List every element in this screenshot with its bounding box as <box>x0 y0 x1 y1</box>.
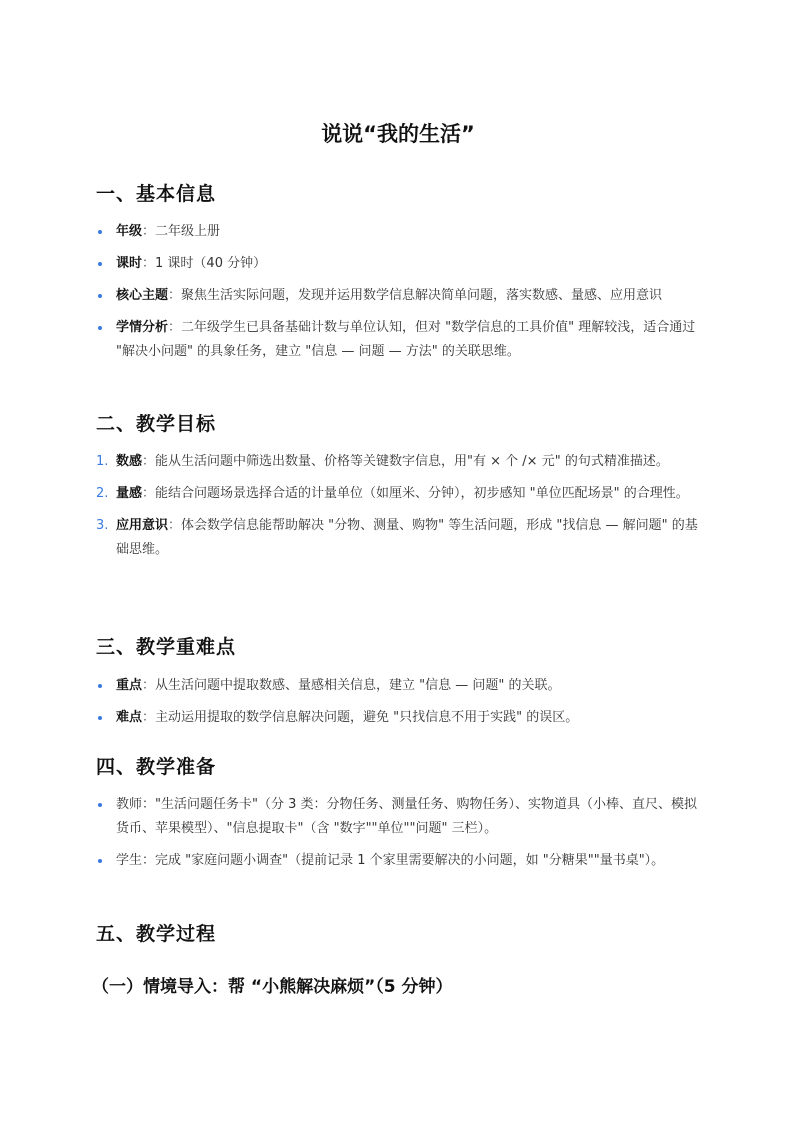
item-label: 应用意识 <box>116 518 169 533</box>
subsection-heading-intro: （一）情境导入：帮 “小熊解决麻烦”（5 分钟） <box>92 977 453 997</box>
basic-info-list <box>96 220 700 364</box>
item-label: 重点 <box>116 678 143 693</box>
section-heading-preparation: 四、教学准备 <box>96 756 217 778</box>
list-item: 难点：主动运用提取的数学信息解决问题，避免 "只找信息不用于实践" 的误区。 <box>96 706 700 730</box>
document-title: 说说“我的生活” <box>321 122 475 146</box>
list-item: 1. 数感：能从生活问题中筛选出数量、价格等关键数字信息，用"有 × 个 /× 元" 的句式精准描述。 <box>96 450 700 474</box>
list-item: 核心主题：聚焦生活实际问题，发现并运用数学信息解决简单问题，落实数感、量感、应用意识 <box>96 284 700 308</box>
list-item: 2. 量感：能结合问题场景选择合适的计量单位（如厘米、分钟），初步感知 "单位匹配场景" 的合理性。 <box>96 482 700 506</box>
section-heading-basic-info: 一、基本信息 <box>96 183 217 205</box>
item-text: 从生活问题中提取数感、量感相关信息，建立 "信息 — 问题" 的关联。 <box>155 678 561 693</box>
section-heading-process: 五、教学过程 <box>96 923 217 945</box>
bullet-icon <box>98 262 102 266</box>
bullet-icon <box>98 859 102 863</box>
item-label: 年级 <box>116 224 143 239</box>
bullet-icon <box>98 803 102 807</box>
item-number: 2. <box>96 486 109 501</box>
item-number: 1. <box>96 454 109 469</box>
item-label: 学情分析 <box>116 320 169 335</box>
list-item <box>96 793 700 841</box>
item-label: 难点 <box>116 710 143 725</box>
item-text: 学生：完成 "家庭问题小调查"（提前记录 1 个家里需要解决的小问题，如 "分糖果""量书桌"）。 <box>116 853 665 868</box>
item-label: 量感 <box>116 486 143 501</box>
list-item: 3. 应用意识：体会数学信息能帮助解决 "分物、测量、购物" 等生活问题，形成 "找信息 — 解问题" 的基础思维。 <box>96 514 700 562</box>
item-text: 主动运用提取的数学信息解决问题，避免 "只找信息不用于实践" 的误区。 <box>155 710 579 725</box>
bullet-icon <box>98 684 102 688</box>
item-text: 1 课时（40 分钟） <box>155 256 267 271</box>
item-text: 体会数学信息能帮助解决 "分物、测量、购物" 等生活问题，形成 "找信息 — 解问题" 的基础思维。 <box>116 518 698 557</box>
bullet-icon <box>98 716 102 720</box>
section-heading-key-points: 三、教学重难点 <box>96 636 237 658</box>
item-text: 能结合问题场景选择合适的计量单位（如厘米、分钟），初步感知 "单位匹配场景" 的合理性。 <box>155 486 689 501</box>
item-label: 数感 <box>116 454 143 469</box>
item-number: 3. <box>96 518 109 533</box>
bullet-icon <box>98 294 102 298</box>
item-label: 核心主题 <box>116 288 169 303</box>
preparation-list <box>96 793 700 873</box>
item-text: 能从生活问题中筛选出数量、价格等关键数字信息，用"有 × 个 /× 元" 的句式精准描述。 <box>155 454 669 469</box>
item-label: 课时 <box>116 256 143 271</box>
item-text: 教师："生活问题任务卡"（分 3 类：分物任务、测量任务、购物任务）、实物道具（小棒、直尺、模拟货币、苹果模型）、"信息提取卡"（含 "数字""单位""问题" 三栏）。 <box>116 797 697 836</box>
section-heading-objectives: 二、教学目标 <box>96 413 217 435</box>
objectives-list <box>96 450 700 562</box>
list-item: 学情分析：二年级学生已具备基础计数与单位认知，但对 "数学信息的工具价值" 理解较浅，适合通过 "解决小问题" 的具象任务，建立 "信息 — 问题 — 方法" 的关联思维。 <box>96 316 700 364</box>
list-item: 课时：1 课时（40 分钟） <box>96 252 700 276</box>
list-item: 年级：二年级上册 <box>96 220 700 244</box>
item-text: 二年级学生已具备基础计数与单位认知，但对 "数学信息的工具价值" 理解较浅，适合通过 "解决小问题" 的具象任务，建立 "信息 — 问题 — 方法" 的关联思维。 <box>116 320 696 359</box>
item-text: 聚焦生活实际问题，发现并运用数学信息解决简单问题，落实数感、量感、应用意识 <box>181 288 663 303</box>
list-item <box>96 849 700 873</box>
bullet-icon <box>98 230 102 234</box>
item-text: 二年级上册 <box>155 224 221 239</box>
key-points-list <box>96 674 700 730</box>
list-item: 重点：从生活问题中提取数感、量感相关信息，建立 "信息 — 问题" 的关联。 <box>96 674 700 698</box>
bullet-icon <box>98 326 102 330</box>
